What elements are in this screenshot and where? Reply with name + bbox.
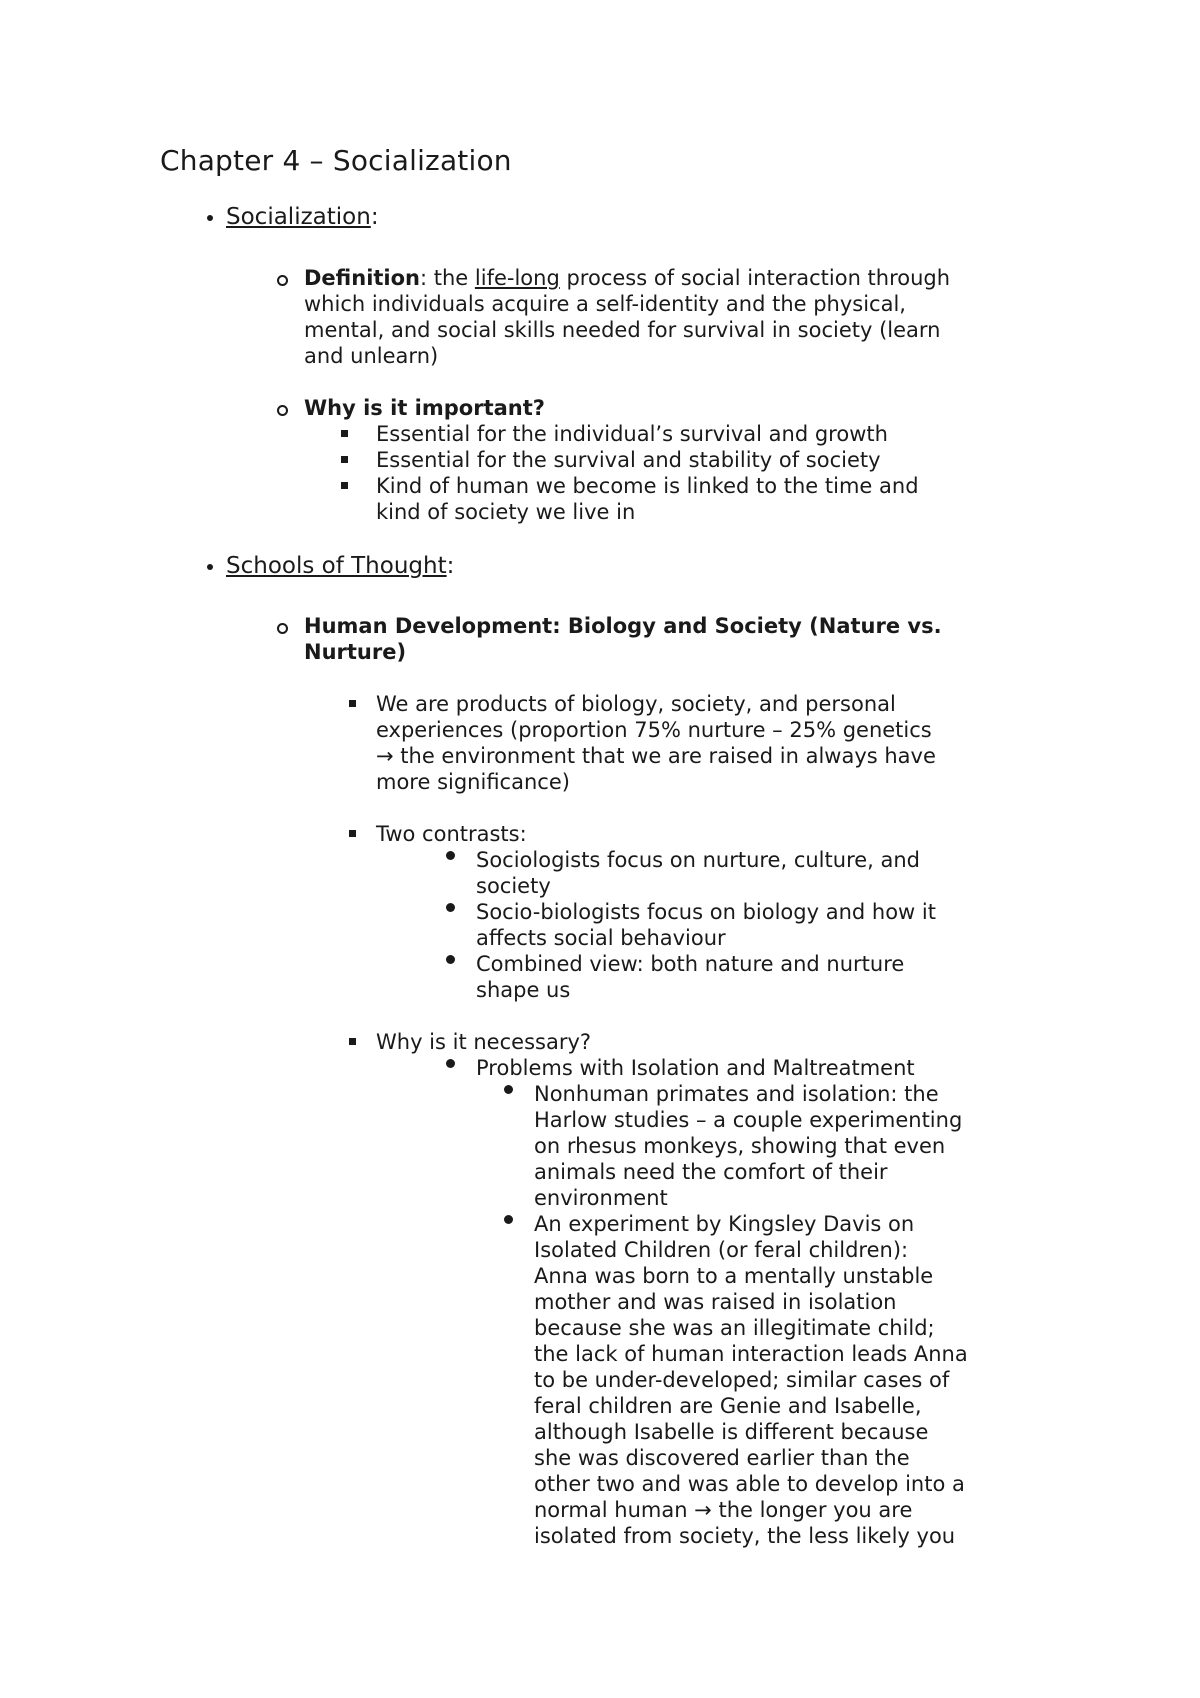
davis-line: An experiment by Kingsley Davis on [534, 1212, 915, 1236]
human-development-heading-2: Nurture) [304, 640, 407, 664]
bullet-icon [504, 1215, 513, 1224]
page-title: Chapter 4 – Socialization [160, 144, 512, 177]
harlow-line: Harlow studies – a couple experimenting [534, 1108, 963, 1132]
bullet-icon [446, 955, 455, 964]
harlow-line: animals need the comfort of their [534, 1160, 888, 1184]
list-item-continued: kind of society we live in [376, 500, 636, 524]
paragraph-line: We are products of biology, society, and personal [376, 692, 896, 716]
davis-line: the lack of human interaction leads Anna [534, 1342, 968, 1366]
definition-line-3: mental, and social skills needed for survival in society (learn [304, 318, 941, 342]
problems-heading: Problems with Isolation and Maltreatment [476, 1056, 915, 1080]
square-bullet-icon [341, 482, 348, 489]
list-item-continued: affects social behaviour [476, 926, 726, 950]
davis-line: other two and was able to develop into a [534, 1472, 965, 1496]
human-development-heading-1: Human Development: Biology and Society (Nature vs. [304, 614, 942, 638]
definition-line-2: which individuals acquire a self-identity and the physical, [304, 292, 906, 316]
list-item: Kind of human we become is linked to the time and [376, 474, 919, 498]
square-bullet-icon [349, 830, 356, 837]
davis-line: she was discovered earlier than the [534, 1446, 910, 1470]
circle-bullet-icon [277, 275, 288, 286]
bullet-icon [446, 851, 455, 860]
why-necessary-label: Why is it necessary? [376, 1030, 592, 1054]
square-bullet-icon [341, 430, 348, 437]
list-item: Socio-biologists focus on biology and how it [476, 900, 936, 924]
bullet-icon [207, 564, 213, 570]
harlow-line: environment [534, 1186, 668, 1210]
why-important-heading: Why is it important? [304, 396, 545, 420]
davis-line: feral children are Genie and Isabelle, [534, 1394, 922, 1418]
definition-line-1: Definition: the life-long process of social interaction through [304, 266, 951, 290]
definition-line-4: and unlearn) [304, 344, 439, 368]
davis-line: Anna was born to a mentally unstable [534, 1264, 934, 1288]
davis-line: to be under-developed; similar cases of [534, 1368, 950, 1392]
list-item: Essential for the individual’s survival and growth [376, 422, 888, 446]
paragraph-line: experiences (proportion 75% nurture – 25% genetics [376, 718, 932, 742]
square-bullet-icon [349, 700, 356, 707]
davis-line: because she was an illegitimate child; [534, 1316, 935, 1340]
square-bullet-icon [349, 1038, 356, 1045]
list-item-continued: society [476, 874, 551, 898]
list-item: Combined view: both nature and nurture [476, 952, 905, 976]
davis-line: mother and was raised in isolation [534, 1290, 897, 1314]
davis-line: normal human → the longer you are [534, 1498, 913, 1522]
list-item-continued: shape us [476, 978, 571, 1002]
davis-line: isolated from society, the less likely you [534, 1524, 956, 1548]
paragraph-line: more significance) [376, 770, 570, 794]
life-long-term: life-long [474, 266, 560, 290]
bullet-icon [207, 215, 213, 221]
bullet-icon [504, 1085, 513, 1094]
section-heading-socialization: Socialization: [226, 204, 379, 230]
section-heading-schools-of-thought: Schools of Thought: [226, 553, 455, 579]
bullet-icon [446, 1059, 455, 1068]
square-bullet-icon [341, 456, 348, 463]
list-item: Essential for the survival and stability of society [376, 448, 881, 472]
harlow-line: Nonhuman primates and isolation: the [534, 1082, 939, 1106]
harlow-line: on rhesus monkeys, showing that even [534, 1134, 946, 1158]
circle-bullet-icon [277, 623, 288, 634]
davis-line: although Isabelle is different because [534, 1420, 929, 1444]
davis-line: Isolated Children (or feral children): [534, 1238, 909, 1262]
paragraph-line: → the environment that we are raised in always have [376, 744, 936, 768]
two-contrasts-label: Two contrasts: [376, 822, 527, 846]
circle-bullet-icon [277, 405, 288, 416]
list-item: Sociologists focus on nurture, culture, and [476, 848, 921, 872]
bullet-icon [446, 903, 455, 912]
